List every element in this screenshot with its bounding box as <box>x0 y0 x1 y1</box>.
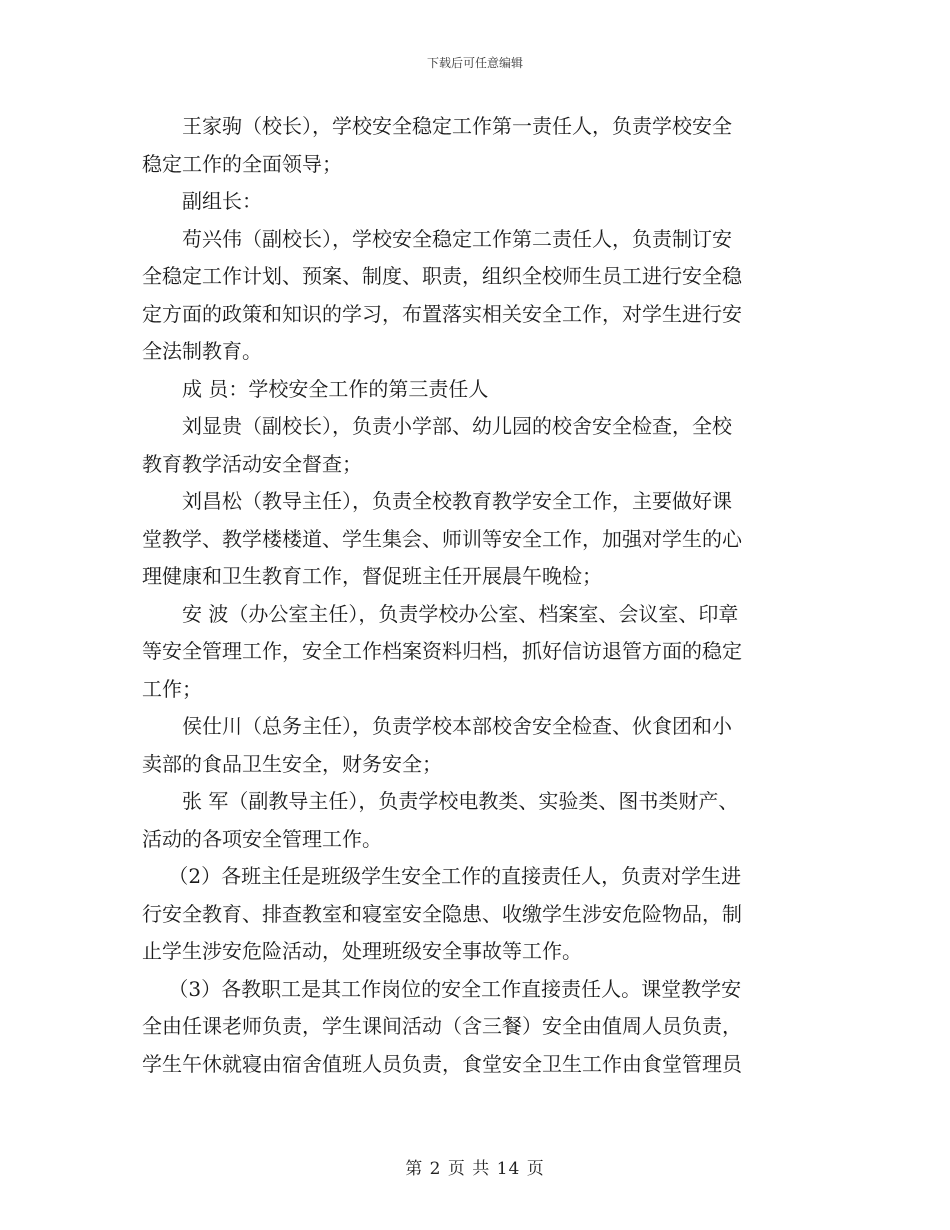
paragraph-member-hou-shichuan: 侯仕川（总务主任），负责学校本部校舍安全检查、伙食团和小 卖部的食品卫生安全，财务安全； <box>142 714 732 776</box>
paragraph-member-zhang-jun: 张 军（副教导主任），负责学校电教类、实验类、图书类财产、 活动的各项安全管理工作。 <box>142 789 739 851</box>
paragraph-member-an-bo: 安 波（办公室主任），负责学校办公室、档案室、会议室、印章 等安全管理工作，安全工作档案资料归档，抓好信访退管方面的稳定 工作； <box>142 601 742 701</box>
document-body <box>142 108 812 1083</box>
paragraph-member-liu-xiangui: 刘显贵（副校长），负责小学部、幼儿园的校舍安全检查，全校 教育教学活动安全督查； <box>142 414 732 476</box>
paragraph-deputy-heading: 副组长： <box>142 189 262 213</box>
paragraph-staff-responsibility: （3）各教职工是其工作岗位的安全工作直接责任人。课堂教学安 全由任课老师负责，学生课间活动（含三餐）安全由值周人员负责， 学生午休就寝由宿舍值班人员负责，食堂安全卫生工作由食堂管理员 <box>142 976 742 1076</box>
paragraph-deputy-gou: 苟兴伟（副校长），学校安全稳定工作第二责任人，负责制订安 全稳定工作计划、预案、制度、职责，组织全校师生员工进行安全稳 定方面的政策和知识的学习，布置落实相关安全工作，对学生进行安 全法制教育。 <box>142 226 742 363</box>
paragraph-members-heading: 成 员：学校安全工作的第三责任人 <box>142 376 489 401</box>
paragraph-class-teachers: （2）各班主任是班级学生安全工作的直接责任人，负责对学生进 行安全教育、排查教室和寝室安全隐患、收缴学生涉安危险物品，制 止学生涉安危险活动，处理班级安全事故等工作。 <box>142 864 742 963</box>
page-number: 第 2 页 共 14 页 <box>405 1159 545 1179</box>
paragraph-member-liu-changsong: 刘昌松（教导主任），负责全校教育教学安全工作，主要做好课 堂教学、教学楼楼道、学生集会、师训等安全工作，加强对学生的心 理健康和卫生教育工作，督促班主任开展晨午晚检； <box>142 489 742 588</box>
page-header: 下载后可任意编辑 <box>426 56 523 70</box>
paragraph-leader-wang: 王家驹（校长），学校安全稳定工作第一责任人，负责学校安全 稳定工作的全面领导； <box>142 114 732 176</box>
